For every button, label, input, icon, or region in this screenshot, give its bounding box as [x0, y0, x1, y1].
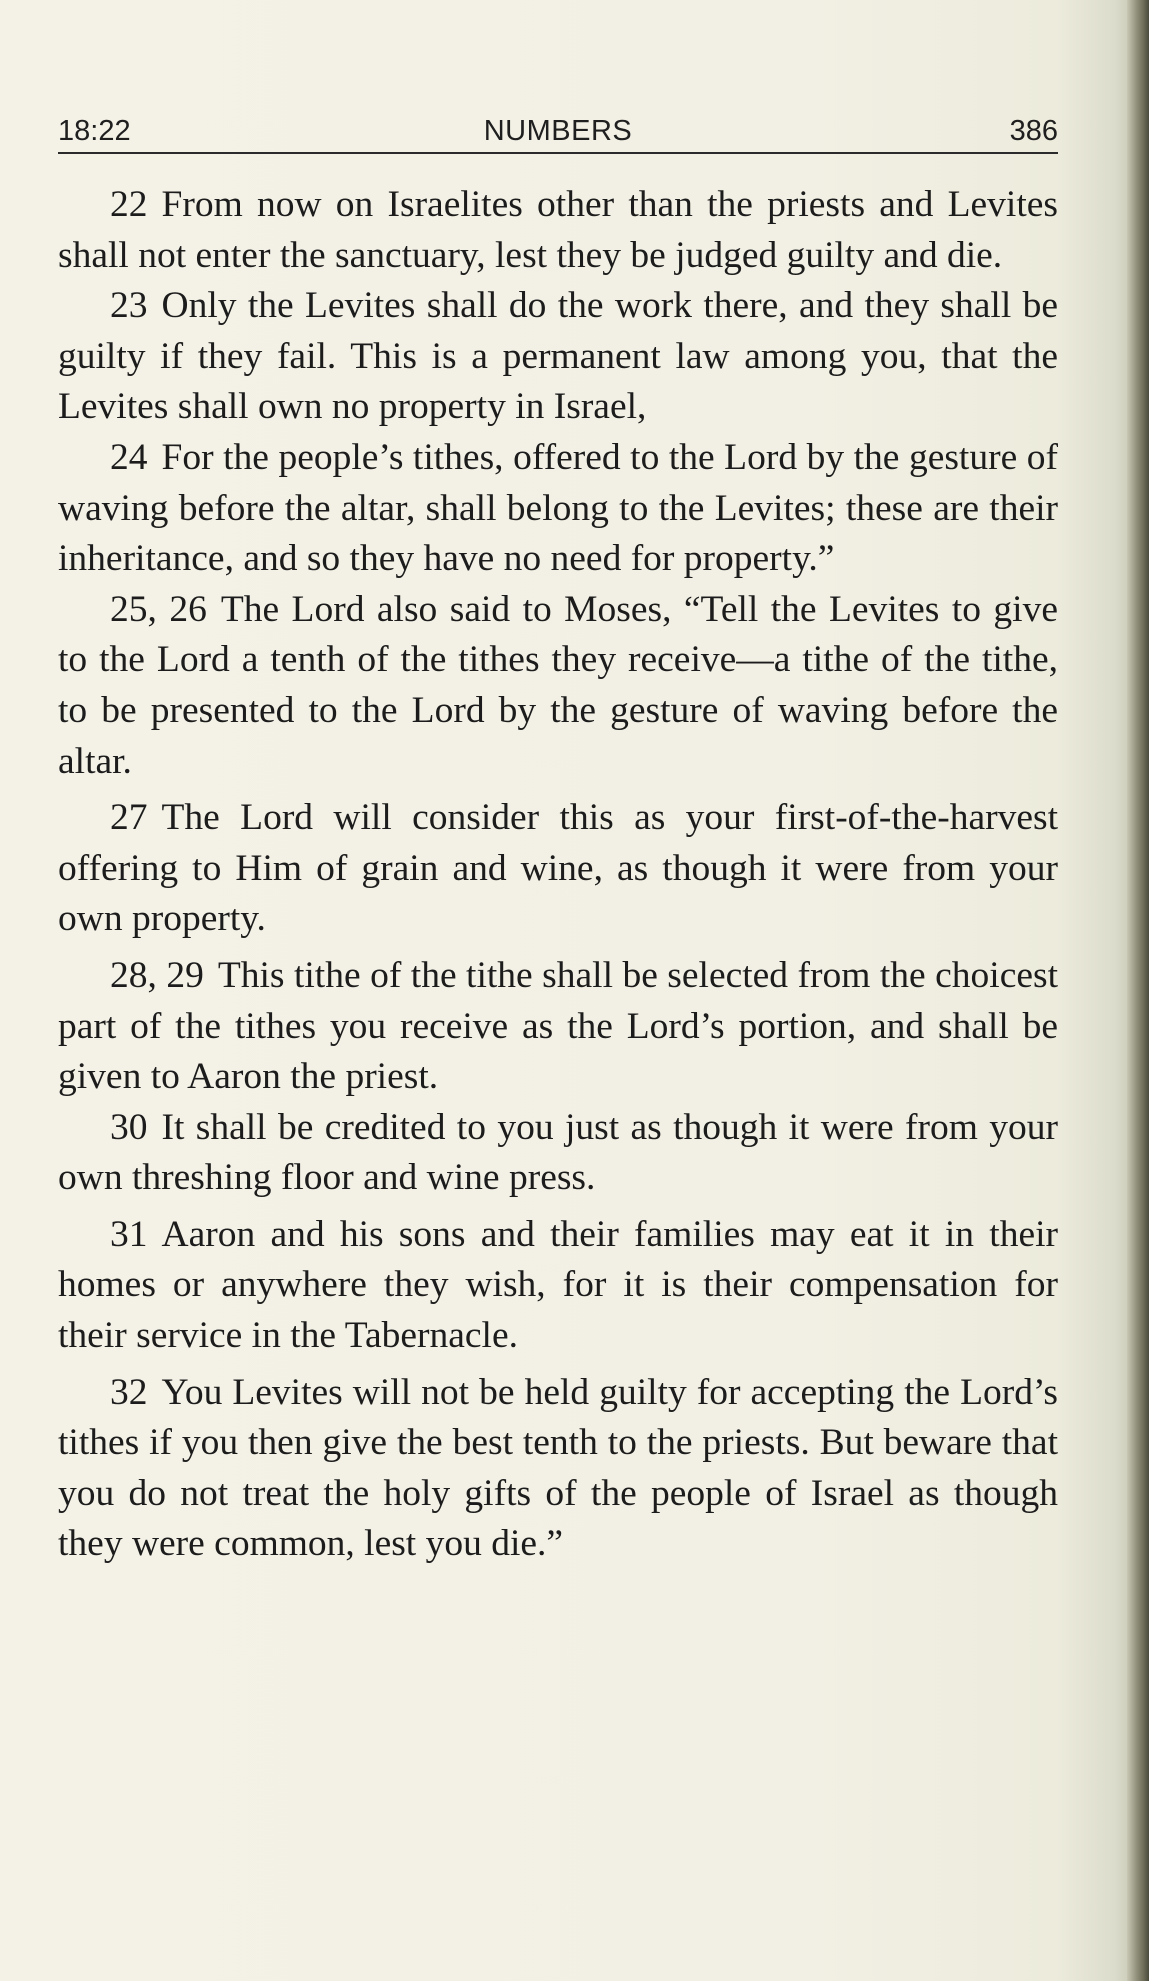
- scripture-text: [58, 180, 1058, 1570]
- verse-number: 24: [110, 436, 148, 478]
- page-number: 386: [1009, 115, 1058, 147]
- verse-number: 28, 29: [110, 954, 204, 996]
- verse-paragraph: [58, 1103, 1058, 1204]
- verse-paragraph: [58, 951, 1058, 1103]
- verse-paragraph: [58, 433, 1058, 585]
- verse-paragraph: [58, 281, 1058, 433]
- verse-number: 23: [110, 285, 148, 327]
- verse-number: 31: [110, 1213, 148, 1255]
- verse-text: For the people’s tithes, offered to the Lord by the gesture of waving before the altar, shall belong to the Levites; these are their inheritance, and so they have no need for property.”: [58, 436, 1058, 580]
- verse-text: The Lord also said to Moses, “Tell the Levites to give to the Lord a tenth of the tithes they receive—a tithe of the tithe, to be presented to the Lord by the gesture of waving before the altar.: [58, 588, 1058, 782]
- verse-paragraph: [58, 1210, 1058, 1362]
- verse-paragraph: [58, 793, 1058, 945]
- running-header: [58, 112, 1058, 154]
- verse-text: Only the Levites shall do the work there, and they shall be guilty if they fail. This is a permanent law among you, that the Levites shall own no property in Israel,: [58, 285, 1058, 428]
- verse-number: 27: [110, 797, 148, 839]
- verse-paragraph: [58, 180, 1058, 281]
- verse-text: This tithe of the tithe shall be selected from the choicest part of the tithes you receive as the Lord’s portion, and shall be given to Aaron the priest.: [58, 954, 1059, 1098]
- verse-text: You Levites will not be held guilty for accepting the Lord’s tithes if you then give the best tenth to the priests. But beware that you do not treat the holy gifts of the people of Israel as though they were common, lest you die.”: [58, 1371, 1058, 1565]
- verse-text: Aaron and his sons and their families may eat it in their homes or anywhere they wish, for it is their compensation for their service in the Tabernacle.: [58, 1213, 1058, 1357]
- verse-number: 25, 26: [110, 588, 207, 630]
- book-title: NUMBERS: [483, 115, 633, 147]
- verse-number: 30: [110, 1106, 148, 1148]
- verse-paragraph: [58, 1368, 1058, 1570]
- chapter-verse-reference: 18:22: [58, 115, 131, 147]
- verse-paragraph: [58, 585, 1058, 787]
- verse-number: 22: [110, 184, 148, 225]
- verse-number: 32: [110, 1371, 148, 1413]
- verse-text: It shall be credited to you just as though it were from your own threshing floor and wine press.: [58, 1106, 1058, 1199]
- book-spine-shadow: [1127, 0, 1149, 1981]
- verse-text: The Lord will consider this as your first-of-the-harvest offering to Him of grain and wine, as though it were from your own property.: [58, 797, 1058, 940]
- verse-text: From now on Israelites other than the priests and Levites shall not enter the sanctuary, lest they be judged guilty and die.: [58, 184, 1058, 276]
